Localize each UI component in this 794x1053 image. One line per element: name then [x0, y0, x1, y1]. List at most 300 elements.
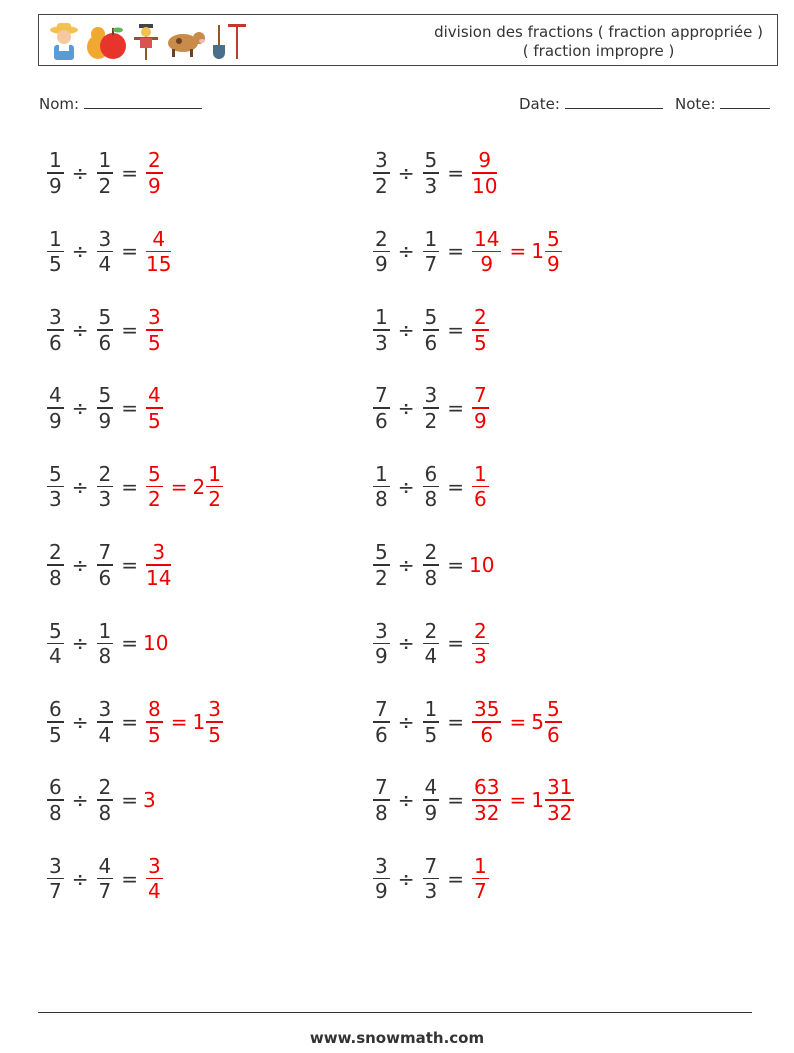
numerator: 3	[152, 540, 166, 565]
farmer-icon	[45, 21, 83, 61]
numerator: 9	[478, 148, 492, 173]
numerator: 6	[49, 697, 62, 721]
numerator: 6	[49, 775, 62, 800]
answer-fraction	[472, 697, 501, 747]
denominator: 9	[375, 879, 388, 904]
denominator: 3	[424, 879, 438, 904]
answer	[143, 227, 174, 277]
numerator: 2	[424, 540, 438, 565]
equals-sign: =	[447, 553, 464, 577]
numerator: 8	[148, 697, 161, 721]
answer-whole: 10	[469, 553, 495, 577]
division-problem	[370, 611, 492, 675]
equals-sign: =	[447, 788, 464, 813]
dividend-fraction	[47, 540, 64, 590]
equals-sign: =	[447, 474, 464, 499]
divide-sign: ÷	[397, 553, 415, 577]
answer-fraction	[472, 305, 489, 355]
numerator: 3	[49, 305, 62, 329]
divisor-fraction	[97, 227, 114, 277]
denominator: 9	[474, 408, 487, 433]
equals-sign: =	[121, 553, 138, 577]
divisor-fraction	[423, 148, 440, 198]
numerator: 5	[49, 461, 62, 486]
denominator: 4	[98, 252, 112, 277]
denominator: 2	[424, 408, 438, 433]
numerator: 1	[474, 853, 487, 878]
dividend-fraction	[47, 305, 64, 355]
answer-fraction	[146, 227, 171, 277]
divide-sign: ÷	[397, 709, 415, 734]
denominator: 4	[148, 879, 161, 904]
note-label: Note:	[675, 95, 716, 113]
division-problem	[44, 376, 166, 440]
divisor-fraction	[423, 775, 440, 825]
answer	[143, 854, 166, 904]
numerator: 1	[49, 226, 62, 251]
numerator: 4	[152, 226, 166, 251]
denominator: 9	[480, 252, 494, 277]
dividend-fraction	[47, 697, 64, 747]
numerator: 5	[148, 461, 161, 486]
answer-equals-sign: =	[170, 709, 188, 734]
numerator: 1	[98, 148, 112, 173]
note-blank	[720, 94, 770, 109]
denominator: 6	[98, 330, 112, 355]
denominator: 10	[472, 173, 498, 198]
division-problem	[370, 768, 577, 832]
denominator: 6	[546, 722, 560, 747]
numerator: 2	[98, 461, 112, 486]
answer-fraction	[472, 227, 501, 277]
dividend-fraction	[47, 227, 64, 277]
divisor-fraction	[97, 697, 114, 747]
numerator: 2	[49, 540, 62, 565]
mixed-whole: 1	[192, 709, 206, 734]
answer-fraction	[146, 540, 171, 590]
numerator: 63	[474, 775, 500, 800]
numerator: 1	[424, 697, 438, 721]
divisor-fraction	[97, 305, 114, 355]
divide-sign: ÷	[71, 396, 89, 421]
dividend-fraction	[47, 383, 64, 433]
divisor-fraction	[423, 697, 440, 747]
mixed-fraction	[545, 227, 562, 277]
answer	[143, 462, 226, 512]
answer	[469, 383, 492, 433]
denominator: 7	[98, 879, 112, 904]
divisor-fraction	[423, 305, 440, 355]
divisor-fraction	[97, 383, 114, 433]
numerator: 3	[148, 853, 161, 878]
mixed-fraction	[545, 775, 574, 825]
date-label: Date:	[519, 95, 560, 113]
pear-apple-icon	[85, 21, 129, 61]
denominator: 8	[424, 487, 438, 512]
denominator: 3	[49, 487, 62, 512]
equals-sign: =	[447, 866, 464, 891]
denominator: 2	[208, 487, 221, 512]
denominator: 9	[49, 173, 62, 198]
answer-equals-sign: =	[509, 788, 527, 813]
divide-sign: ÷	[71, 161, 89, 185]
answer	[469, 227, 565, 277]
numerator: 5	[98, 383, 112, 408]
denominator: 8	[49, 800, 62, 825]
numerator: 4	[98, 853, 112, 878]
denominator: 2	[375, 565, 388, 590]
answer	[469, 305, 492, 355]
denominator: 8	[98, 800, 112, 825]
name-field	[39, 94, 202, 113]
numerator: 1	[208, 461, 221, 486]
mixed-whole: 5	[531, 709, 544, 734]
denominator: 9	[424, 800, 438, 825]
denominator: 14	[146, 565, 172, 590]
answer-fraction	[472, 775, 501, 825]
equals-sign: =	[447, 631, 464, 656]
numerator: 2	[375, 226, 388, 251]
division-problem	[44, 611, 169, 675]
divide-sign: ÷	[397, 317, 415, 342]
answer	[143, 148, 166, 198]
denominator: 9	[98, 408, 112, 433]
denominator: 6	[375, 408, 388, 433]
denominator: 9	[375, 252, 388, 277]
denominator: 2	[98, 173, 112, 198]
divide-sign: ÷	[397, 631, 415, 656]
numerator: 5	[375, 540, 388, 565]
answer	[469, 148, 500, 198]
denominator: 8	[375, 487, 388, 512]
mixed-whole: 1	[531, 239, 544, 264]
divide-sign: ÷	[397, 239, 415, 264]
division-problem	[44, 768, 157, 832]
mixed-whole: 1	[531, 788, 544, 813]
denominator: 5	[208, 722, 221, 747]
numerator: 1	[49, 148, 62, 173]
denominator: 6	[49, 330, 62, 355]
denominator: 4	[49, 644, 62, 669]
denominator: 6	[474, 487, 487, 512]
division-problem	[370, 847, 492, 911]
mixed-whole: 2	[192, 474, 206, 499]
equals-sign: =	[121, 396, 138, 421]
numerator: 3	[375, 148, 388, 173]
denominator: 5	[49, 722, 62, 747]
title-line-1: division des fractions ( fraction appropriée )	[434, 23, 763, 41]
divide-sign: ÷	[71, 866, 89, 891]
dividend-fraction	[373, 619, 390, 669]
numerator: 7	[424, 853, 438, 878]
division-problem	[370, 533, 495, 597]
answer-fraction	[146, 305, 163, 355]
equals-sign: =	[121, 709, 138, 734]
answer	[143, 383, 166, 433]
title-line-2: ( fraction impropre )	[522, 42, 675, 60]
answer-whole: 3	[143, 788, 156, 813]
answer-fraction	[472, 619, 489, 669]
answer-fraction	[146, 148, 163, 198]
numerator: 2	[98, 775, 112, 800]
answer	[143, 540, 174, 590]
denominator: 7	[424, 252, 438, 277]
equals-sign: =	[121, 631, 138, 656]
answer	[469, 854, 492, 904]
equals-sign: =	[447, 239, 464, 264]
equals-sign: =	[121, 866, 138, 891]
cow-icon	[163, 21, 207, 61]
numerator: 14	[474, 226, 500, 251]
denominator: 3	[424, 173, 438, 198]
denominator: 9	[148, 173, 161, 198]
worksheet-title	[434, 23, 763, 61]
numerator: 3	[98, 226, 112, 251]
dividend-fraction	[47, 148, 64, 198]
divisor-fraction	[423, 619, 440, 669]
denominator: 4	[424, 644, 438, 669]
dividend-fraction	[373, 697, 390, 747]
numerator: 31	[546, 775, 573, 800]
dividend-fraction	[373, 540, 390, 590]
numerator: 7	[375, 775, 388, 800]
division-problem	[44, 690, 226, 754]
answer	[469, 553, 495, 577]
numerator: 5	[424, 305, 438, 329]
numerator: 3	[148, 305, 161, 329]
numerator: 3	[375, 853, 388, 878]
numerator: 2	[148, 148, 161, 173]
divisor-fraction	[423, 227, 440, 277]
answer-equals-sign: =	[509, 709, 527, 734]
numerator: 3	[208, 697, 221, 721]
answer-fraction	[472, 854, 489, 904]
numerator: 5	[424, 148, 438, 173]
denominator: 8	[98, 644, 112, 669]
denominator: 7	[49, 879, 62, 904]
numerator: 3	[375, 618, 388, 643]
header-box	[38, 14, 778, 66]
answer	[469, 462, 492, 512]
numerator: 2	[424, 618, 438, 643]
numerator: 1	[375, 305, 388, 329]
equals-sign: =	[447, 709, 464, 734]
division-problem	[370, 455, 492, 519]
date-field	[519, 94, 663, 113]
divisor-fraction	[97, 148, 114, 198]
equals-sign: =	[121, 239, 138, 264]
answer	[469, 619, 492, 669]
denominator: 5	[424, 722, 438, 747]
division-problem	[44, 219, 174, 283]
divide-sign: ÷	[71, 631, 89, 656]
divide-sign: ÷	[397, 396, 415, 421]
equals-sign: =	[447, 317, 464, 342]
division-problem	[44, 847, 166, 911]
numerator: 3	[98, 697, 112, 721]
division-problem	[44, 141, 166, 205]
division-problem	[370, 141, 500, 205]
divide-sign: ÷	[397, 788, 415, 813]
date-blank	[565, 94, 663, 109]
footer-url: www.snowmath.com	[309, 1029, 485, 1047]
denominator: 5	[148, 408, 161, 433]
division-problem	[370, 376, 492, 440]
divide-sign: ÷	[397, 866, 415, 891]
denominator: 32	[474, 800, 500, 825]
equals-sign: =	[447, 161, 464, 185]
division-problem	[370, 690, 565, 754]
divide-sign: ÷	[71, 317, 89, 342]
answer	[469, 697, 565, 747]
numerator: 5	[49, 618, 62, 643]
answer-fraction	[472, 148, 497, 198]
equals-sign: =	[121, 474, 138, 499]
name-blank	[84, 94, 202, 109]
numerator: 2	[474, 305, 487, 329]
answer-equals-sign: =	[170, 474, 188, 499]
answer	[143, 631, 169, 655]
name-label: Nom:	[39, 95, 80, 113]
scarecrow-icon	[131, 21, 161, 61]
divisor-fraction	[423, 540, 440, 590]
numerator: 7	[474, 383, 487, 408]
divisor-fraction	[97, 462, 114, 512]
answer-fraction	[472, 383, 489, 433]
numerator: 5	[546, 226, 560, 251]
divisor-fraction	[423, 383, 440, 433]
dividend-fraction	[373, 148, 390, 198]
denominator: 6	[480, 722, 494, 747]
divide-sign: ÷	[71, 474, 89, 499]
denominator: 9	[375, 644, 388, 669]
answer-equals-sign: =	[509, 239, 527, 264]
denominator: 8	[49, 565, 62, 590]
shovel-rake-icon	[209, 21, 249, 61]
mixed-fraction	[206, 697, 223, 747]
numerator: 4	[148, 383, 161, 408]
numerator: 1	[375, 461, 388, 486]
numerator: 7	[375, 383, 388, 408]
divisor-fraction	[97, 775, 114, 825]
answer-fraction	[146, 854, 163, 904]
denominator: 15	[146, 252, 172, 277]
mixed-fraction	[206, 462, 223, 512]
answer-fraction	[146, 697, 163, 747]
numerator: 35	[474, 697, 500, 721]
denominator: 5	[148, 330, 161, 355]
divide-sign: ÷	[397, 474, 415, 499]
numerator: 6	[424, 461, 438, 486]
divisor-fraction	[423, 854, 440, 904]
divisor-fraction	[97, 619, 114, 669]
dividend-fraction	[373, 305, 390, 355]
dividend-fraction	[373, 383, 390, 433]
equals-sign: =	[121, 317, 138, 342]
denominator: 3	[474, 644, 487, 669]
dividend-fraction	[373, 462, 390, 512]
divide-sign: ÷	[71, 788, 89, 813]
division-problem	[44, 298, 166, 362]
dividend-fraction	[373, 775, 390, 825]
answer	[469, 775, 577, 825]
divisor-fraction	[97, 540, 114, 590]
denominator: 6	[98, 565, 112, 590]
denominator: 3	[375, 330, 388, 355]
divisor-fraction	[97, 854, 114, 904]
note-field	[675, 94, 770, 113]
dividend-fraction	[47, 854, 64, 904]
dividend-fraction	[47, 462, 64, 512]
mixed-fraction	[545, 697, 562, 747]
dividend-fraction	[47, 619, 64, 669]
denominator: 9	[546, 252, 560, 277]
numerator: 1	[424, 226, 438, 251]
numerator: 1	[474, 461, 487, 486]
answer	[143, 305, 166, 355]
equals-sign: =	[121, 788, 138, 813]
equals-sign: =	[447, 396, 464, 421]
denominator: 4	[98, 722, 112, 747]
denominator: 32	[546, 800, 573, 825]
answer-fraction	[472, 462, 489, 512]
denominator: 6	[375, 722, 388, 747]
answer-fraction	[146, 462, 163, 512]
denominator: 6	[424, 330, 438, 355]
answer	[143, 788, 157, 812]
denominator: 5	[474, 330, 487, 355]
footer-divider	[38, 1012, 752, 1013]
denominator: 9	[49, 408, 62, 433]
denominator: 8	[424, 565, 438, 590]
numerator: 4	[424, 775, 438, 800]
header-icons	[45, 19, 249, 63]
numerator: 3	[424, 383, 438, 408]
divide-sign: ÷	[71, 553, 89, 577]
division-problem	[44, 533, 174, 597]
numerator: 4	[49, 383, 62, 408]
answer	[143, 697, 226, 747]
denominator: 5	[49, 252, 62, 277]
denominator: 5	[148, 722, 161, 747]
equals-sign: =	[121, 161, 138, 185]
division-problem	[370, 298, 492, 362]
divide-sign: ÷	[71, 709, 89, 734]
numerator: 3	[49, 853, 62, 878]
numerator: 7	[98, 540, 112, 565]
divisor-fraction	[423, 462, 440, 512]
denominator: 2	[148, 487, 161, 512]
dividend-fraction	[373, 854, 390, 904]
divide-sign: ÷	[71, 239, 89, 264]
division-problem	[44, 455, 226, 519]
numerator: 5	[98, 305, 112, 329]
denominator: 7	[474, 879, 487, 904]
denominator: 8	[375, 800, 388, 825]
answer-fraction	[146, 383, 163, 433]
numerator: 1	[98, 618, 112, 643]
dividend-fraction	[373, 227, 390, 277]
answer-whole: 10	[143, 631, 169, 656]
division-problem	[370, 219, 565, 283]
denominator: 2	[375, 173, 388, 198]
divide-sign: ÷	[397, 161, 415, 185]
numerator: 7	[375, 697, 388, 721]
denominator: 3	[98, 487, 112, 512]
numerator: 5	[546, 697, 560, 721]
dividend-fraction	[47, 775, 64, 825]
numerator: 2	[474, 618, 487, 643]
